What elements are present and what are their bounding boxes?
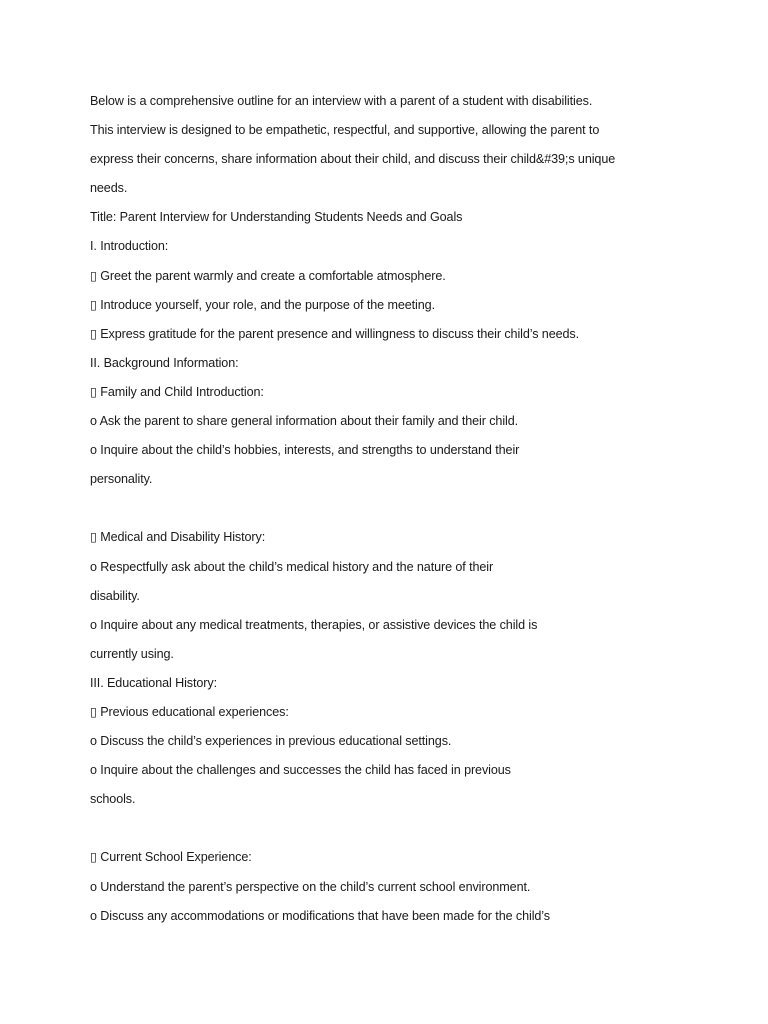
bullet-item: ▯ Current School Experience: — [90, 850, 252, 865]
bullet-item: ▯ Introduce yourself, your role, and the purpose of the meeting. — [90, 297, 435, 312]
sub-bullet-item: o Ask the parent to share general information about their family and their child. — [90, 414, 519, 429]
sub-bullet-item: o Inquire about any medical treatments, therapies, or assistive devices the child is — [90, 617, 538, 632]
sub-bullet-item: o Understand the parent’s perspective on the child’s current school environment. — [90, 879, 531, 894]
text-line: personality. — [90, 472, 153, 487]
section-heading: I. Introduction: — [90, 239, 169, 254]
text-line: express their concerns, share information about their child, and discuss their child&#39;s unique — [90, 152, 616, 167]
section-heading: III. Educational History: — [90, 675, 217, 690]
bullet-item: ▯ Greet the parent warmly and create a comfortable atmosphere. — [90, 268, 446, 283]
text-line: This interview is designed to be empathetic, respectful, and supportive, allowing the parent to — [90, 123, 600, 138]
blank-line — [90, 497, 678, 526]
sub-bullet-item: o Inquire about the child’s hobbies, interests, and strengths to understand their — [90, 443, 520, 458]
bullet-item: ▯ Previous educational experiences: — [90, 704, 289, 719]
text-line: disability. — [90, 588, 140, 603]
text-line: Below is a comprehensive outline for an interview with a parent of a student with disabilities. — [90, 94, 593, 108]
text-line: schools. — [90, 792, 136, 807]
blank-line — [90, 817, 678, 846]
sub-bullet-item: o Respectfully ask about the child’s medical history and the nature of their — [90, 559, 494, 574]
text-line: needs. — [90, 181, 128, 196]
sub-bullet-item: o Inquire about the challenges and successes the child has faced in previous — [90, 763, 511, 778]
section-heading: II. Background Information: — [90, 355, 239, 370]
text-line: currently using. — [90, 646, 174, 661]
sub-bullet-item: o Discuss the child’s experiences in previous educational settings. — [90, 734, 452, 749]
document-title: Title: Parent Interview for Understanding Students Needs and Goals — [90, 210, 463, 225]
bullet-item: ▯ Medical and Disability History: — [90, 530, 266, 545]
bullet-item: ▯ Express gratitude for the parent presence and willingness to discuss their child’s needs. — [90, 326, 580, 341]
sub-bullet-item: o Discuss any accommodations or modifications that have been made for the child’s — [90, 908, 550, 923]
bullet-item: ▯ Family and Child Introduction: — [90, 384, 264, 399]
